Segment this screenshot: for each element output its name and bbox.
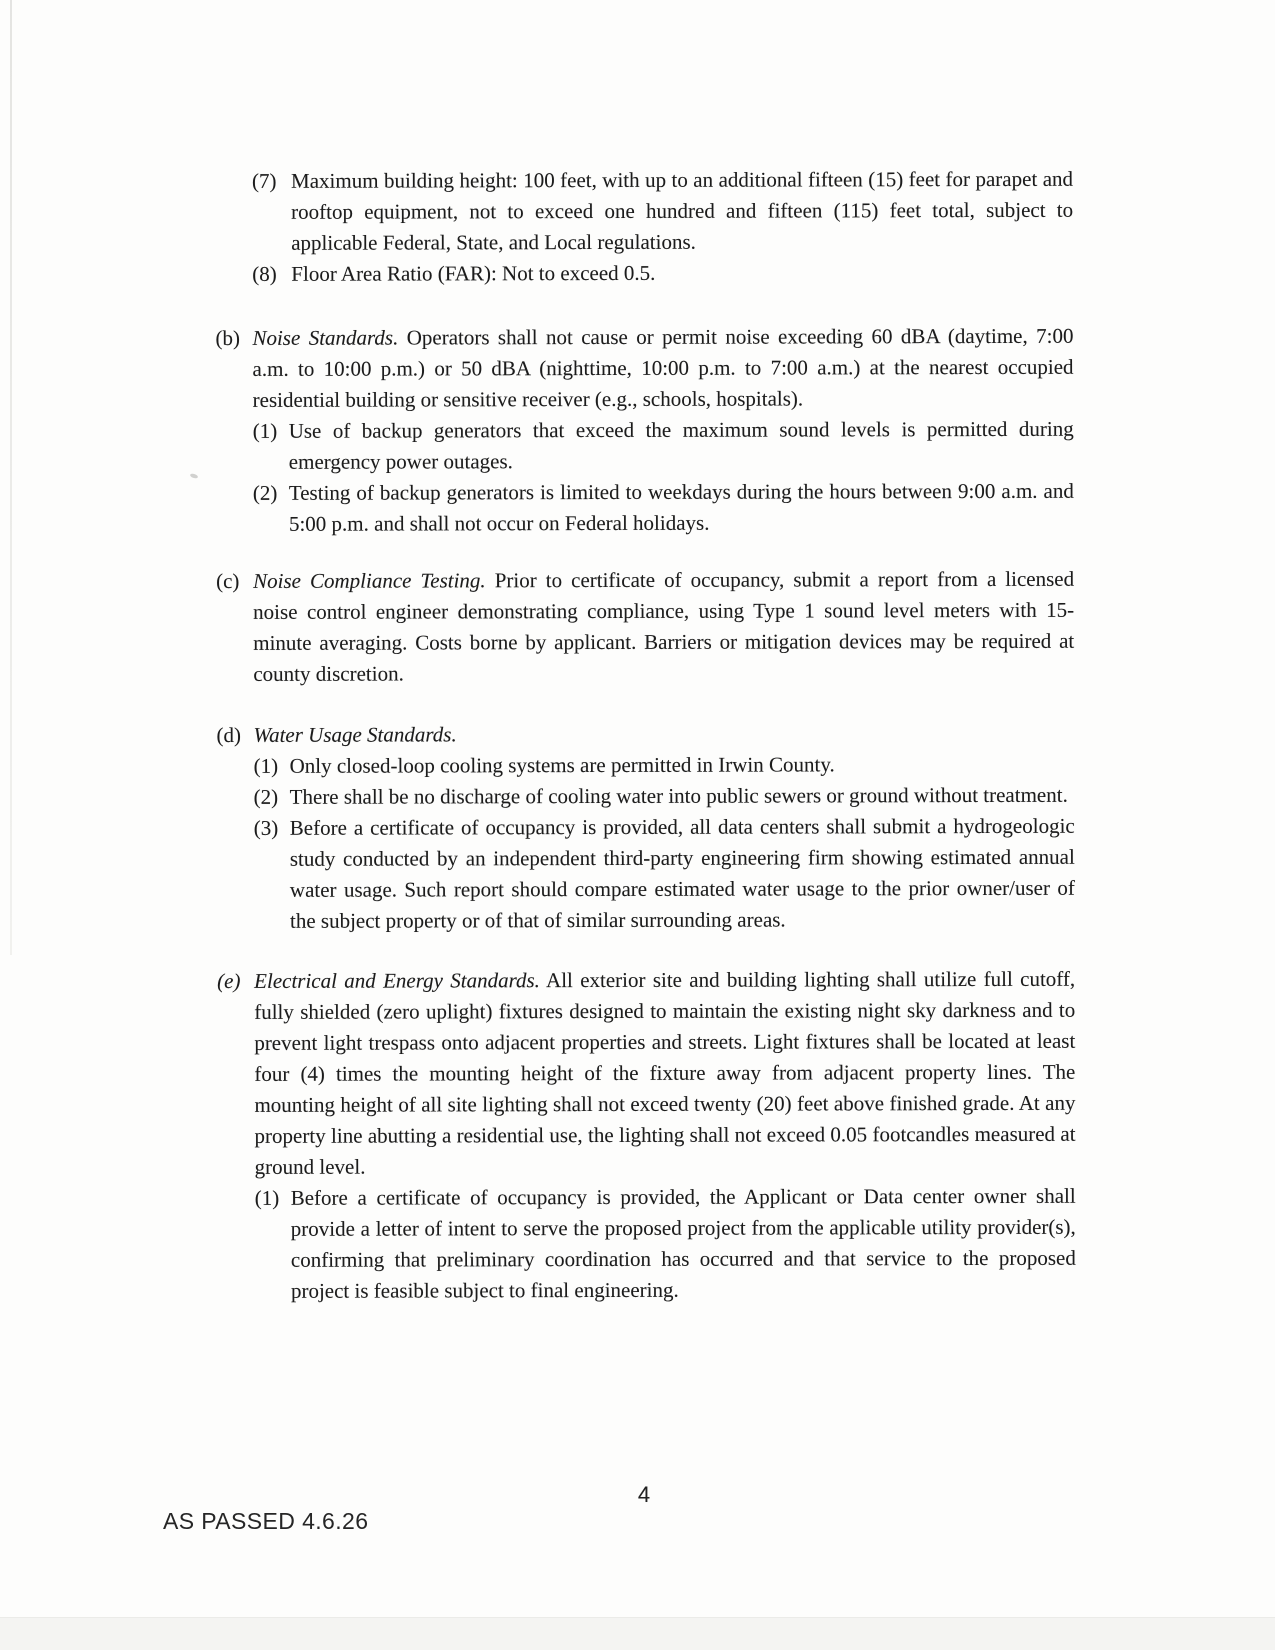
section-label: (e) (217, 968, 241, 993)
scan-edge-line (10, 0, 12, 955)
section-e-electrical-energy-standards (217, 964, 1076, 1307)
section-label: (d) (216, 722, 242, 747)
item-number: (8) (252, 261, 277, 286)
subitem-number: (1) (253, 753, 279, 778)
subitem-text: Testing of backup generators is limited to weekdays during the hours between 9:00 a.m. and 5:00 p.m. and shall not occur on Federal holidays. (288, 478, 1074, 536)
section-paragraph (253, 718, 1074, 751)
section-body-text: Prior to certificate of occupancy, submit a report from a licensed noise control engineer demonstrating compliance, using Type 1 sound level meters with 15-minute averaging. Costs borne by applicant. Barriers or mitigation devices may be required at county discretion. (253, 566, 1075, 686)
section-paragraph (253, 564, 1074, 690)
subitem-text: Before a certificate of occupancy is provided, all data centers shall submit a hydrogeologic study conducted by an independent third-party engineering firm showing estimated annual water usage. Such report should compare estimated water usage to the prior owner/user of the subject property or of that of similar surrounding areas. (289, 813, 1075, 933)
document-body (215, 164, 1076, 1307)
subitem-number: (1) (252, 418, 278, 443)
section-b-noise-standards (215, 321, 1074, 540)
section-heading: Noise Standards. (252, 325, 399, 350)
as-passed-stamp: AS PASSED 4.6.26 (163, 1508, 369, 1534)
subitem-b1 (253, 414, 1074, 478)
item-text: Maximum building height: 100 feet, with up to an additional fifteen (15) feet for parapet and rooftop equipment, not to exceed one hundred and fifteen (115) feet total, subject to applicable Federal, State, and Local regulations. (291, 166, 1074, 255)
subitem-text: There shall be no discharge of cooling water into public sewers or ground without treatment. (289, 782, 1068, 809)
list-item-7 (215, 164, 1073, 259)
subitem-number: (2) (252, 480, 278, 505)
section-paragraph (254, 964, 1076, 1183)
scan-speck (190, 473, 199, 479)
subitem-number: (1) (254, 1185, 280, 1210)
subitem-text: Before a certificate of occupancy is provided, the Applicant or Data center owner shall provide a letter of intent to serve the proposed project from the applicable utility provider(s), confirming that preliminary coordination has occurred and that service to the proposed project is feasible subject to final engineering. (290, 1183, 1076, 1303)
section-d-water-usage-standards (216, 718, 1075, 937)
item-number: (7) (252, 168, 277, 193)
subitem-b2 (253, 476, 1074, 540)
subitem-d3 (254, 811, 1075, 937)
subitem-number: (2) (253, 784, 279, 809)
page-number: 4 (637, 1482, 651, 1507)
item-text: Floor Area Ratio (FAR): Not to exceed 0.5. (291, 260, 656, 286)
subitem-text: Only closed-loop cooling systems are permitted in Irwin County. (289, 752, 835, 778)
section-heading: Noise Compliance Testing. (253, 568, 486, 593)
section-paragraph (252, 321, 1073, 416)
section-body-text: Operators shall not cause or permit noise exceeding 60 dBA (daytime, 7:00 a.m. to 10:00 p.m.) or 50 dBA (nighttime, 10:00 p.m. to 7:00 a.m.) at the nearest occupied residential building or sensitive receiver (e.g., schools, hospitals). (252, 323, 1074, 412)
subitem-d1 (254, 749, 1075, 782)
subitem-e1 (255, 1181, 1076, 1307)
subitem-text: Use of backup generators that exceed the maximum sound levels is permitted during emergency power outages. (288, 416, 1074, 474)
section-heading: Water Usage Standards. (253, 722, 457, 747)
subitem-number: (3) (253, 815, 279, 840)
section-label: (b) (215, 325, 240, 350)
section-c-noise-compliance-testing (216, 564, 1074, 690)
scan-bottom-band (0, 1617, 1275, 1650)
section-heading: Electrical and Energy Standards. (254, 968, 540, 993)
list-item-8 (215, 257, 1073, 290)
subitem-d2 (254, 780, 1075, 813)
section-label: (c) (216, 568, 240, 593)
section-body-text: All exterior site and building lighting shall utilize full cutoff, fully shielded (zero uplight) fixtures designed to maintain the existing night sky darkness and to prevent light trespass onto adjacent properties and streets. Light fixtures shall be located at least four (4) times the mounting height of the fixture away from adjacent property lines. The mounting height of all site lighting shall not exceed twenty (20) feet above finished grade. At any property line abutting a residential use, the lighting shall not exceed 0.05 footcandles measured at ground level. (254, 966, 1076, 1179)
